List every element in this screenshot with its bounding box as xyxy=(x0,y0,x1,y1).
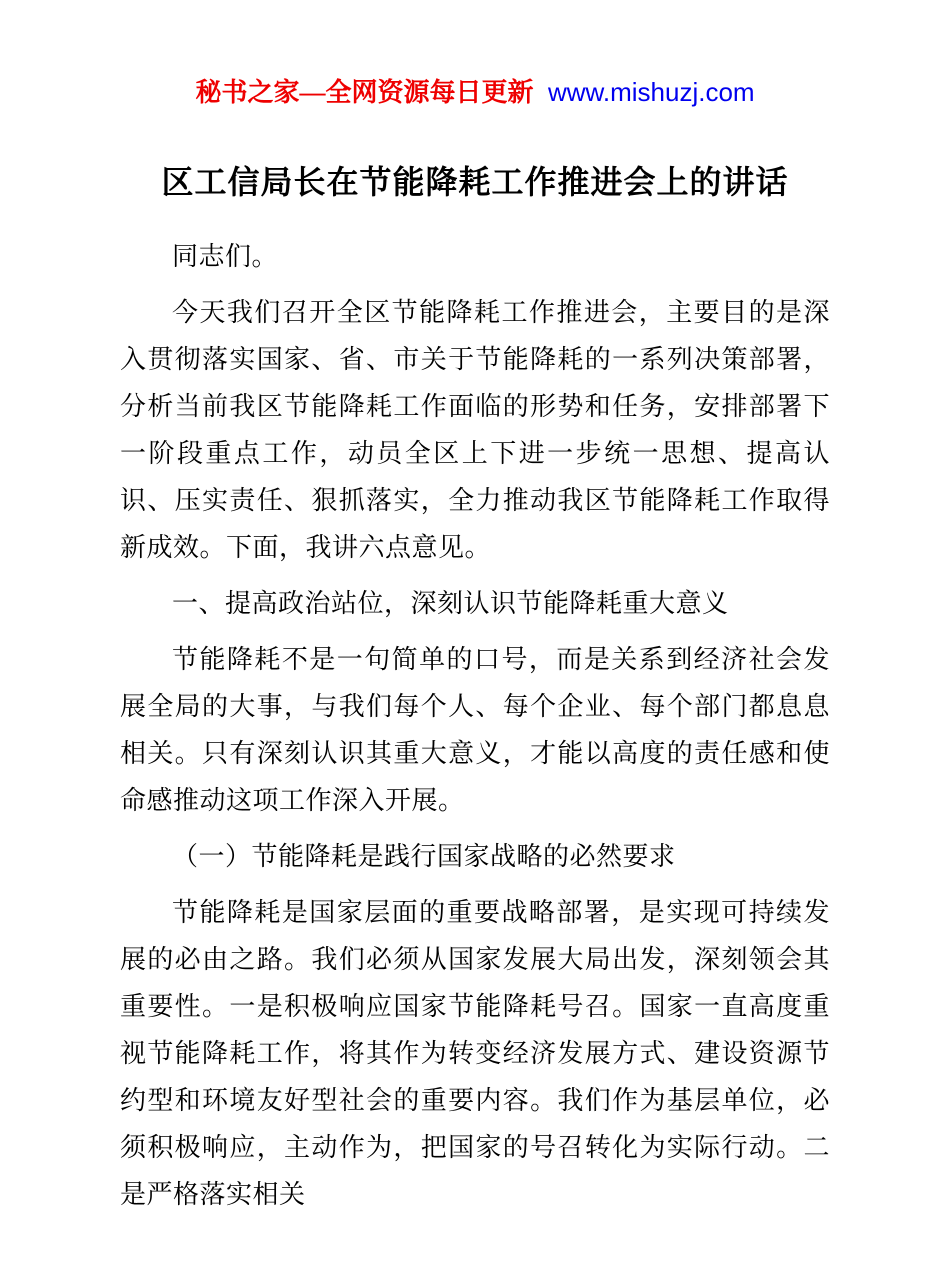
salutation-paragraph: 同志们。 xyxy=(172,242,279,271)
subsection-body-paragraph: 节能降耗是国家层面的重要战略部署，是实现可持续发展的必由之路。我们必须从国家发展大局出发，深刻领会其重要性。一是积极响应国家节能降耗号召。国家一直高度重视节能降耗工作，将其作为转变经济发展方式、建设资源节约型和环境友好型社会的重要内容。我们作为基层单位，必须积极响应，主动作为，把国家的号召转化为实际行动。二是严格落实相关 xyxy=(120,898,830,1209)
document-title: 区工信局长在节能降耗工作推进会上的讲话 xyxy=(161,164,789,200)
site-url-link[interactable]: www.mishuzj.com xyxy=(547,77,755,107)
subsection-heading-1: （一）节能降耗是践行国家战略的必然要求 xyxy=(172,842,676,871)
section-heading-1: 一、提高政治站位，深刻认识节能降耗重大意义 xyxy=(172,589,729,618)
site-tagline: —全网资源每日更新 xyxy=(299,78,534,107)
section-body-paragraph: 节能降耗不是一句简单的口号，而是关系到经济社会发展全局的大事，与我们每个人、每个企业、每个部门都息息相关。只有深刻认识其重大意义，才能以高度的责任感和使命感推动这项工作深入开展。 xyxy=(120,645,830,815)
intro-paragraph: 今天我们召开全区节能降耗工作推进会，主要目的是深入贯彻落实国家、省、市关于节能降耗的一系列决策部署，分析当前我区节能降耗工作面临的形势和任务，安排部署下一阶段重点工作，动员全区上下进一步统一思想、提高认识、压实责任、狠抓落实，全力推动我区节能降耗工作取得新成效。下面，我讲六点意见。 xyxy=(120,298,830,562)
site-header xyxy=(120,76,830,109)
site-name: 秘书之家 xyxy=(195,78,300,107)
